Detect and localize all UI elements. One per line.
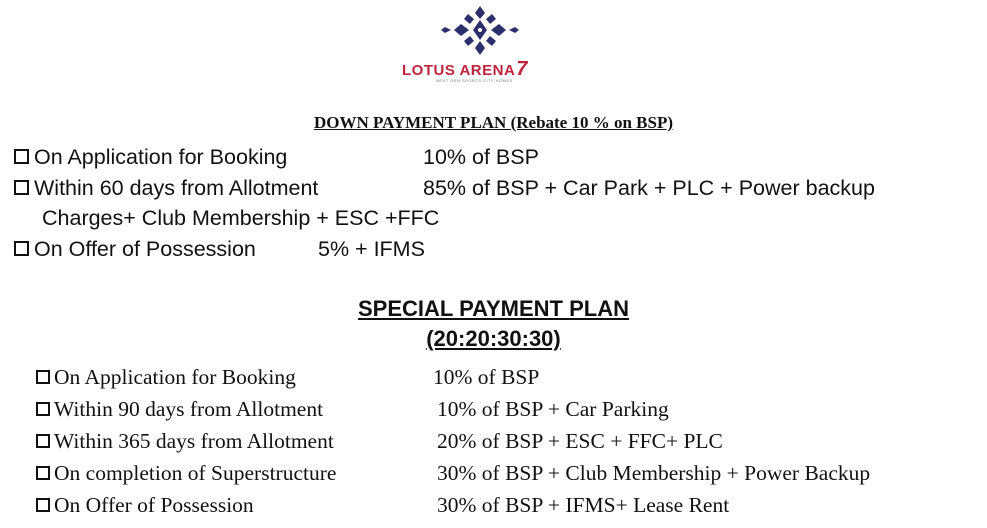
stage-label: Within 365 days from Allotment [54, 429, 334, 453]
special-payment-subtitle: (20:20:30:30) [426, 326, 561, 351]
stage-label: On Offer of Possession [54, 493, 254, 517]
checkbox-icon [36, 434, 50, 448]
amount-label: 20% of BSP + ESC + FFC+ PLC [437, 429, 723, 453]
list-item [36, 493, 254, 518]
amount-label: 85% of BSP + Car Park + PLC + Power backup [423, 176, 875, 200]
amount-label: 10% of BSP [423, 145, 539, 169]
stage-label: On Application for Booking [34, 145, 288, 169]
list-item [36, 365, 296, 390]
list-item [14, 176, 318, 201]
brand-logo [0, 6, 987, 84]
brand-name: LOTUS ARENA7 [402, 58, 528, 80]
lotus-flower-icon [441, 6, 519, 56]
stage-label: Within 90 days from Allotment [54, 397, 324, 421]
checkbox-icon [36, 370, 50, 384]
amount-label: 5% + IFMS [318, 237, 425, 261]
amount-label: 30% of BSP + Club Membership + Power Backup [437, 461, 871, 485]
stage-label: On completion of Superstructure [54, 461, 337, 485]
down-payment-title: DOWN PAYMENT PLAN (Rebate 10 % on BSP) [313, 113, 674, 132]
stage-label: On Offer of Possession [34, 237, 256, 261]
brand-number: 7 [516, 58, 528, 80]
list-item [14, 237, 256, 262]
amount-label: 10% of BSP + Car Parking [437, 397, 669, 421]
stage-label: On Application for Booking [54, 365, 296, 389]
list-item [14, 145, 287, 170]
amount-continuation: Charges+ Club Membership + ESC +FFC [42, 206, 440, 230]
stage-label: Within 60 days from Allotment [34, 176, 319, 200]
list-item [36, 429, 334, 454]
amount-label: 30% of BSP + IFMS+ Lease Rent [437, 493, 730, 517]
checkbox-icon [36, 498, 50, 512]
brand-tagline: NEXT GEN SPORTS CITY HOMES [436, 78, 513, 83]
checkbox-icon [36, 466, 50, 480]
checkbox-icon [14, 241, 29, 256]
checkbox-icon [36, 402, 50, 416]
list-item [36, 397, 323, 422]
checkbox-icon [14, 180, 29, 195]
list-item [36, 461, 336, 486]
amount-label: 10% of BSP [433, 365, 540, 389]
checkbox-icon [14, 149, 29, 164]
special-payment-title: SPECIAL PAYMENT PLAN [358, 296, 629, 321]
